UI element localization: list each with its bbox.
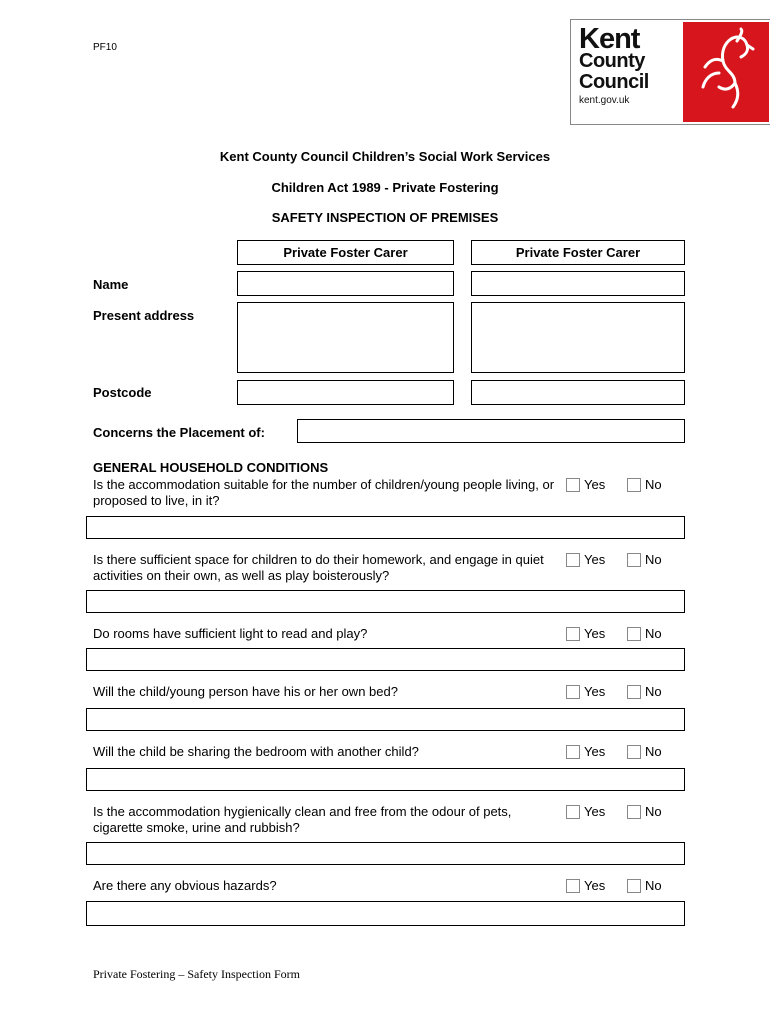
q1-no[interactable]: No: [627, 477, 662, 492]
q5-no[interactable]: No: [627, 744, 662, 759]
q2-yes-checkbox[interactable]: [566, 553, 580, 567]
question-3: Do rooms have sufficient light to read and play?: [93, 626, 368, 641]
q2-yes[interactable]: Yes: [566, 552, 605, 567]
postcode-label: Postcode: [93, 385, 152, 400]
logo-line-2: County: [579, 50, 645, 72]
horse-emblem-icon: [683, 22, 769, 122]
page-footer: Private Fostering – Safety Inspection Form: [93, 967, 300, 981]
q3-yes-checkbox[interactable]: [566, 627, 580, 641]
q7-comment-field[interactable]: [86, 901, 685, 926]
carer-1-name-field[interactable]: [237, 271, 454, 296]
q2-comment-field[interactable]: [86, 590, 685, 613]
q4-yes[interactable]: Yes: [566, 684, 605, 699]
placement-label: Concerns the Placement of:: [93, 425, 265, 440]
carer-1-address-field[interactable]: [237, 302, 454, 373]
form-code: PF10: [93, 42, 117, 53]
carer-column-2-header: Private Foster Carer: [471, 240, 685, 265]
carer-column-1-header: Private Foster Carer: [237, 240, 454, 265]
q4-yes-checkbox[interactable]: [566, 685, 580, 699]
logo-line-1: Kent: [579, 23, 640, 55]
question-7: Are there any obvious hazards?: [93, 878, 277, 893]
org-title: Kent County Council Children’s Social Work Services: [219, 149, 551, 164]
q1-yes[interactable]: Yes: [566, 477, 605, 492]
question-4: Will the child/young person have his or her own bed?: [93, 684, 398, 699]
kcc-logo: [570, 19, 770, 125]
carer-2-name-field[interactable]: [471, 271, 685, 296]
q7-yes-checkbox[interactable]: [566, 879, 580, 893]
carer-1-postcode-field[interactable]: [237, 380, 454, 405]
placement-field[interactable]: [297, 419, 685, 443]
q5-no-checkbox[interactable]: [627, 745, 641, 759]
q7-yes[interactable]: Yes: [566, 878, 605, 893]
q2-no[interactable]: No: [627, 552, 662, 567]
question-2: Is there sufficient space for children to do their homework, and engage in quiet activities on their own, as well as play boisterously?: [93, 552, 544, 583]
q3-no[interactable]: No: [627, 626, 662, 641]
q3-yes[interactable]: Yes: [566, 626, 605, 641]
q5-yes-checkbox[interactable]: [566, 745, 580, 759]
q6-comment-field[interactable]: [86, 842, 685, 865]
section-heading: GENERAL HOUSEHOLD CONDITIONS: [93, 460, 329, 475]
q6-yes[interactable]: Yes: [566, 804, 605, 819]
form-title: SAFETY INSPECTION OF PREMISES: [271, 210, 499, 225]
q1-no-checkbox[interactable]: [627, 478, 641, 492]
q1-yes-checkbox[interactable]: [566, 478, 580, 492]
q5-comment-field[interactable]: [86, 768, 685, 791]
q4-no-checkbox[interactable]: [627, 685, 641, 699]
q7-no-checkbox[interactable]: [627, 879, 641, 893]
carer-2-address-field[interactable]: [471, 302, 685, 373]
q3-no-checkbox[interactable]: [627, 627, 641, 641]
logo-line-3: Council: [579, 71, 649, 93]
q2-no-checkbox[interactable]: [627, 553, 641, 567]
name-label: Name: [93, 277, 129, 292]
q4-no[interactable]: No: [627, 684, 662, 699]
q6-no[interactable]: No: [627, 804, 662, 819]
question-1: Is the accommodation suitable for the number of children/young people living, or proposed to live, in it?: [93, 477, 555, 508]
logo-url: kent.gov.uk: [579, 95, 630, 106]
address-label: Present address: [93, 308, 195, 323]
q5-yes[interactable]: Yes: [566, 744, 605, 759]
carer-2-postcode-field[interactable]: [471, 380, 685, 405]
q7-no[interactable]: No: [627, 878, 662, 893]
q3-comment-field[interactable]: [86, 648, 685, 671]
question-5: Will the child be sharing the bedroom with another child?: [93, 744, 419, 759]
question-6: Is the accommodation hygienically clean and free from the odour of pets, cigarette smoke, urine and rubbish?: [93, 804, 512, 835]
q6-yes-checkbox[interactable]: [566, 805, 580, 819]
q4-comment-field[interactable]: [86, 708, 685, 731]
q1-comment-field[interactable]: [86, 516, 685, 539]
q6-no-checkbox[interactable]: [627, 805, 641, 819]
act-title: Children Act 1989 - Private Fostering: [271, 180, 499, 195]
